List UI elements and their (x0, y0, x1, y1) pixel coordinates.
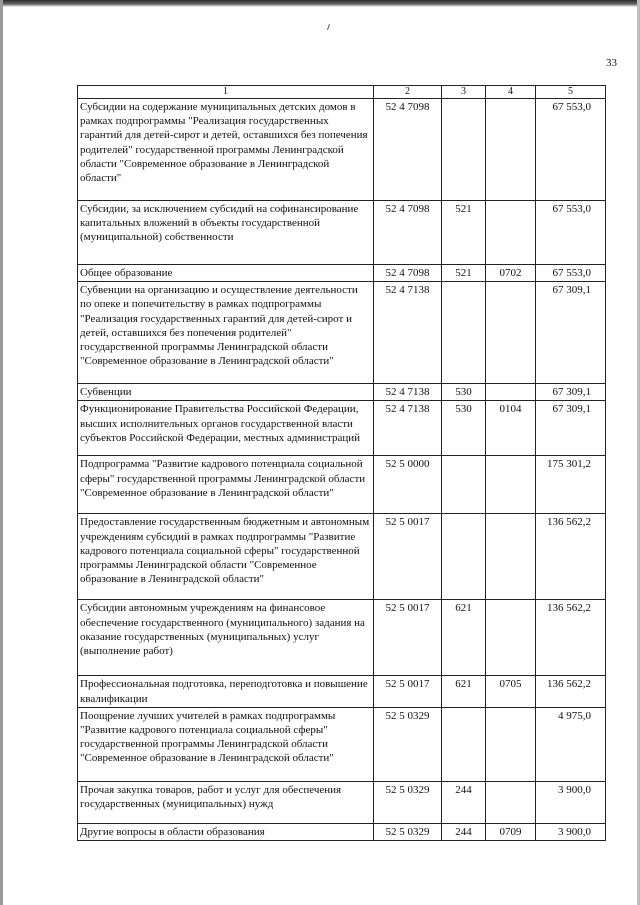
table-row (78, 823, 606, 840)
row-amount: 67 309,1 (536, 401, 606, 456)
row-name: Субвенции (78, 384, 374, 401)
page-number: 33 (606, 57, 617, 69)
row-code: 52 5 0000 (374, 456, 442, 514)
table-row (78, 781, 606, 823)
row-amount: 3 900,0 (536, 823, 606, 840)
row-section (486, 201, 536, 265)
column-header: 4 (486, 86, 536, 99)
row-section (486, 781, 536, 823)
column-header: 3 (442, 86, 486, 99)
row-name: Субсидии автономным учреждениям на финансовое обеспечение государственного (муниципального) задания на оказание государственных (муниципальных) услуг (выполнение работ) (78, 600, 374, 676)
row-name: Субвенции на организацию и осуществление деятельности по опеке и попечительству в рамках подпрограммы "Реализация государственных гарантий для детей-сирот и детей, оставшихся без попечения родителей" государственной программы Ленинградской области "Современное образование в Ленинградской области" (78, 282, 374, 384)
row-amount: 3 900,0 (536, 781, 606, 823)
row-code: 52 5 0329 (374, 781, 442, 823)
row-amount: 67 309,1 (536, 384, 606, 401)
row-name: Общее образование (78, 265, 374, 282)
row-amount: 67 309,1 (536, 282, 606, 384)
row-section: 0705 (486, 676, 536, 707)
row-section (486, 514, 536, 600)
column-header: 5 (536, 86, 606, 99)
column-header: 2 (374, 86, 442, 99)
row-section (486, 99, 536, 201)
table-header-row (78, 86, 606, 99)
row-amount: 175 301,2 (536, 456, 606, 514)
table-row (78, 456, 606, 514)
table-row (78, 201, 606, 265)
row-section (486, 384, 536, 401)
row-kind: 521 (442, 265, 486, 282)
table-row (78, 265, 606, 282)
row-name: Другие вопросы в области образования (78, 823, 374, 840)
row-section: 0702 (486, 265, 536, 282)
row-amount: 67 553,0 (536, 201, 606, 265)
table-row (78, 384, 606, 401)
row-amount: 136 562,2 (536, 514, 606, 600)
row-section (486, 456, 536, 514)
row-kind (442, 282, 486, 384)
row-kind: 530 (442, 401, 486, 456)
row-code: 52 4 7138 (374, 282, 442, 384)
row-kind: 521 (442, 201, 486, 265)
row-kind: 621 (442, 600, 486, 676)
row-name: Прочая закупка товаров, работ и услуг для обеспечения государственных (муниципальных) нужд (78, 781, 374, 823)
table-row (78, 514, 606, 600)
row-amount: 136 562,2 (536, 600, 606, 676)
row-name: Поощрение лучших учителей в рамках подпрограммы "Развитие кадрового потенциала социальной сферы" государственной программы Ленинградской области "Современное образование в Ленинградской области" (78, 707, 374, 781)
row-name: Субсидии, за исключением субсидий на софинансирование капитальных вложений в объекты государственной (муниципальной) собственности (78, 201, 374, 265)
table-row (78, 401, 606, 456)
row-kind (442, 707, 486, 781)
row-kind (442, 514, 486, 600)
row-section: 0709 (486, 823, 536, 840)
row-code: 52 5 0017 (374, 676, 442, 707)
row-name: Подпрограмма "Развитие кадрового потенциала социальной сферы" государственной программы Ленинградской области "Современное образование в Ленинградской области" (78, 456, 374, 514)
budget-table (77, 85, 606, 841)
row-name: Функционирование Правительства Российской Федерации, высших исполнительных органов государственной власти субъектов Российской Федерации, местных администраций (78, 401, 374, 456)
row-amount: 4 975,0 (536, 707, 606, 781)
row-kind: 244 (442, 823, 486, 840)
table-row (78, 99, 606, 201)
row-kind (442, 456, 486, 514)
row-kind: 244 (442, 781, 486, 823)
row-kind: 530 (442, 384, 486, 401)
row-kind (442, 99, 486, 201)
scan-edge-top (0, 0, 640, 7)
row-name: Субсидии на содержание муниципальных детских домов в рамках подпрограммы "Реализация государственных гарантий для детей-сирот и детей, оставшихся без попечения родителей" государственной программы Ленинградской области "Современное образование в Ленинградской области" (78, 99, 374, 201)
table-row (78, 676, 606, 707)
row-code: 52 5 0017 (374, 600, 442, 676)
row-amount: 67 553,0 (536, 265, 606, 282)
scan-speck (327, 24, 330, 30)
row-amount: 67 553,0 (536, 99, 606, 201)
row-code: 52 5 0329 (374, 707, 442, 781)
row-code: 52 4 7138 (374, 384, 442, 401)
row-code: 52 4 7098 (374, 201, 442, 265)
row-amount: 136 562,2 (536, 676, 606, 707)
row-section (486, 600, 536, 676)
scan-edge-left (0, 0, 3, 905)
column-header: 1 (78, 86, 374, 99)
row-section: 0104 (486, 401, 536, 456)
row-code: 52 4 7098 (374, 265, 442, 282)
row-section (486, 282, 536, 384)
table-row (78, 282, 606, 384)
table-row (78, 600, 606, 676)
row-code: 52 4 7098 (374, 99, 442, 201)
row-section (486, 707, 536, 781)
row-name: Профессиональная подготовка, переподготовка и повышение квалификации (78, 676, 374, 707)
row-code: 52 5 0017 (374, 514, 442, 600)
row-code: 52 5 0329 (374, 823, 442, 840)
row-name: Предоставление государственным бюджетным и автономным учреждениям субсидий в рамках подпрограммы "Развитие кадрового потенциала социальной сферы" государственной программы Ленинградской области "Современное образование в Ленинградской области" (78, 514, 374, 600)
table-row (78, 707, 606, 781)
row-kind: 621 (442, 676, 486, 707)
row-code: 52 4 7138 (374, 401, 442, 456)
